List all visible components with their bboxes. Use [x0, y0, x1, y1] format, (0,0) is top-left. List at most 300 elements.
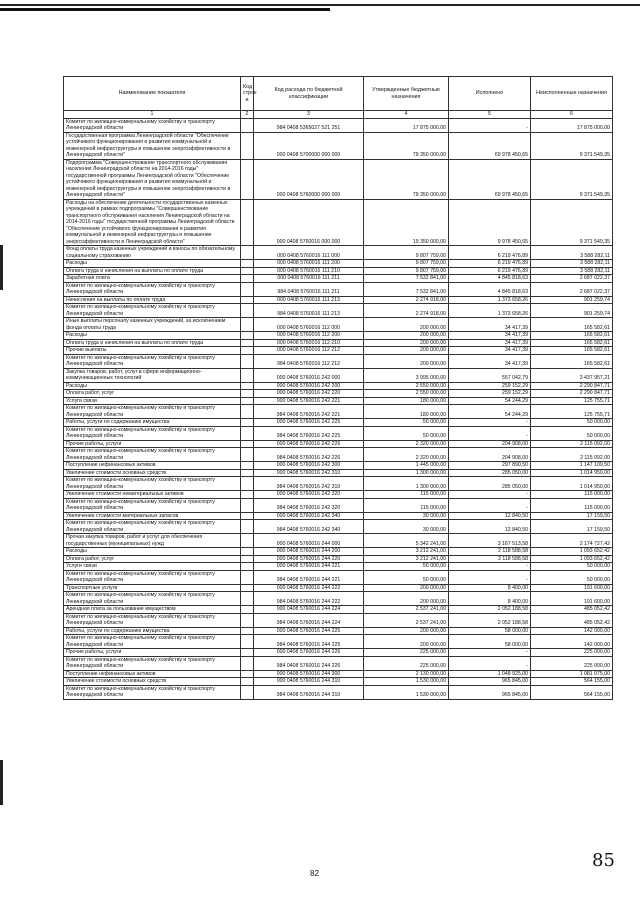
row-budget-code: 984 0408 5760016 244 310 [254, 685, 364, 699]
row-name: Комитет по жилищно-коммунальному хозяйству и транспорту Ленинградской области [64, 592, 241, 606]
row-name: Комитет по жилищно-коммунальному хозяйству и транспорту Ленинградской области [64, 613, 241, 627]
row-approved: 3 995 000,00 [364, 368, 449, 382]
row-name: Комитет по жилищно-коммунальному хозяйству и транспорту Ленинградской области [64, 570, 241, 584]
row-executed: 2 118 588,58 [449, 555, 531, 563]
row-approved: 115 000,00 [364, 491, 449, 499]
row-approved: 9 807 759,00 [364, 246, 449, 260]
table-row [64, 656, 613, 670]
row-budget-code: 984 0408 5365027 521 251 [254, 118, 364, 132]
row-name: Государственная программа Ленинградской области "Обеспечение устойчивого функционирования и развития коммунальной и инженерной инфраструктуры и повышение энергоэффективности в Ленинградской области" [64, 132, 241, 159]
row-unexecuted: 9 371 549,35 [531, 159, 613, 199]
row-budget-code: 000 0408 5700000 000 000 [254, 132, 364, 159]
row-unexecuted: 2 687 022,37 [531, 275, 613, 283]
table-row [64, 159, 613, 199]
table-row [64, 469, 613, 477]
row-approved: 50 000,00 [364, 426, 449, 440]
table-row [64, 282, 613, 296]
budget-execution-table [63, 76, 613, 700]
row-budget-code: 000 0408 5760016 242 225 [254, 419, 364, 427]
row-budget-code: 984 0408 5760016 244 221 [254, 570, 364, 584]
row-approved: 5 342 241,00 [364, 534, 449, 548]
row-approved: 1 530 000,00 [364, 685, 449, 699]
row-name: Комитет по жилищно-коммунальному хозяйству и транспорту Ленинградской области [64, 354, 241, 368]
row-line-code [241, 592, 254, 606]
row-executed: - [449, 570, 531, 584]
row-executed: 12 840,50 [449, 512, 531, 520]
row-budget-code: 000 0408 5760016 242 340 [254, 512, 364, 520]
row-line-code [241, 649, 254, 657]
row-approved: 79 350 000,00 [364, 132, 449, 159]
header-approved: Утвержденные бюджетные назначения [364, 77, 449, 111]
row-name: Увеличение стоимости материальных запасов [64, 512, 241, 520]
row-approved: 225 000,00 [364, 649, 449, 657]
row-unexecuted: 50 000,00 [531, 426, 613, 440]
row-unexecuted: 142 000,00 [531, 635, 613, 649]
row-unexecuted: 1 093 652,42 [531, 555, 613, 563]
row-name: Расходы [64, 382, 241, 390]
row-budget-code: 984 0408 5760016 242 310 [254, 477, 364, 491]
row-approved: 30 000,00 [364, 512, 449, 520]
row-executed: 34 417,39 [449, 347, 531, 355]
row-approved: 200 000,00 [364, 627, 449, 635]
row-line-code [241, 670, 254, 678]
table-row [64, 397, 613, 405]
row-approved: 2 320 000,00 [364, 440, 449, 448]
row-budget-code: 000 0408 5760016 111 200 [254, 260, 364, 268]
row-approved: 200 000,00 [364, 318, 449, 332]
row-budget-code: 000 0408 5760016 244 200 [254, 548, 364, 556]
row-line-code [241, 339, 254, 347]
row-line-code [241, 462, 254, 470]
row-line-code [241, 469, 254, 477]
row-executed: 965 845,00 [449, 678, 531, 686]
row-line-code [241, 354, 254, 368]
row-unexecuted: 9 371 549,35 [531, 199, 613, 246]
row-executed: 2 052 188,58 [449, 606, 531, 614]
row-name: Прочие работы, услуги [64, 649, 241, 657]
row-unexecuted: 115 000,00 [531, 491, 613, 499]
row-line-code [241, 282, 254, 296]
row-budget-code: 000 0408 5760016 111 000 [254, 246, 364, 260]
row-budget-code: 984 0408 5760016 244 226 [254, 656, 364, 670]
left-edge-mark [0, 245, 3, 290]
row-line-code [241, 520, 254, 534]
row-executed: 259 152,29 [449, 382, 531, 390]
table-row [64, 613, 613, 627]
row-line-code [241, 635, 254, 649]
row-budget-code: 000 0408 5760016 000 000 [254, 199, 364, 246]
table-row [64, 491, 613, 499]
page-number: 82 [310, 869, 319, 878]
row-name: Расходы [64, 260, 241, 268]
row-executed: - [449, 563, 531, 571]
row-executed: - [449, 498, 531, 512]
row-line-code [241, 304, 254, 318]
row-executed: 2 118 588,58 [449, 548, 531, 556]
table-row [64, 332, 613, 340]
table-row [64, 563, 613, 571]
table-row [64, 419, 613, 427]
row-name: Расходы [64, 332, 241, 340]
row-executed: 6 219 476,89 [449, 246, 531, 260]
row-executed: - [449, 656, 531, 670]
row-approved: 200 000,00 [364, 332, 449, 340]
table-row [64, 520, 613, 534]
row-approved: 2 274 918,00 [364, 296, 449, 304]
row-name: Оплата работ, услуг [64, 390, 241, 398]
row-unexecuted: 17 159,50 [531, 512, 613, 520]
row-line-code [241, 685, 254, 699]
table-row [64, 592, 613, 606]
row-approved: 180 000,00 [364, 405, 449, 419]
row-approved: 200 000,00 [364, 347, 449, 355]
row-approved: 1 530 000,00 [364, 678, 449, 686]
row-executed: 6 219 476,89 [449, 267, 531, 275]
row-line-code [241, 405, 254, 419]
row-approved: 2 550 000,00 [364, 382, 449, 390]
table-row [64, 199, 613, 246]
table-row [64, 448, 613, 462]
row-executed: 557 042,79 [449, 368, 531, 382]
row-unexecuted: 50 000,00 [531, 570, 613, 584]
col-number: 1 [64, 111, 241, 119]
row-budget-code: 000 0408 5760016 244 300 [254, 670, 364, 678]
row-unexecuted: 2 687 022,37 [531, 282, 613, 296]
row-line-code [241, 368, 254, 382]
table-row [64, 267, 613, 275]
table-row [64, 606, 613, 614]
table-body [64, 118, 613, 699]
table-row [64, 118, 613, 132]
row-unexecuted: 165 582,61 [531, 339, 613, 347]
row-executed: 8 400,00 [449, 592, 531, 606]
row-executed: - [449, 649, 531, 657]
row-approved: 7 532 841,00 [364, 275, 449, 283]
row-executed: - [449, 491, 531, 499]
row-approved: 115 000,00 [364, 498, 449, 512]
row-unexecuted: 1 147 109,50 [531, 462, 613, 470]
row-unexecuted: 2 115 092,00 [531, 448, 613, 462]
row-budget-code: 000 0408 5760016 242 000 [254, 368, 364, 382]
row-name: Заработная плата [64, 275, 241, 283]
row-unexecuted: 2 174 727,42 [531, 534, 613, 548]
row-executed: 58 000,00 [449, 635, 531, 649]
row-unexecuted: 50 000,00 [531, 563, 613, 571]
row-executed: 58 000,00 [449, 627, 531, 635]
row-budget-code: 984 0408 5760016 242 320 [254, 498, 364, 512]
table-row [64, 347, 613, 355]
row-executed: 54 244,29 [449, 397, 531, 405]
row-unexecuted: 17 875 000,00 [531, 118, 613, 132]
row-executed: 4 845 818,63 [449, 275, 531, 283]
row-line-code [241, 627, 254, 635]
row-unexecuted: 485 052,42 [531, 613, 613, 627]
row-line-code [241, 419, 254, 427]
table-row [64, 649, 613, 657]
row-line-code [241, 132, 254, 159]
row-approved: 200 000,00 [364, 584, 449, 592]
row-executed: 69 978 450,65 [449, 132, 531, 159]
row-budget-code: 000 0408 5760016 242 310 [254, 469, 364, 477]
col-number: 4 [364, 111, 449, 119]
row-line-code [241, 491, 254, 499]
row-executed: 69 978 450,65 [449, 159, 531, 199]
row-budget-code: 984 0408 5760016 112 212 [254, 354, 364, 368]
row-executed: 1 048 925,00 [449, 670, 531, 678]
row-name: Комитет по жилищно-коммунальному хозяйству и транспорту Ленинградской области [64, 656, 241, 670]
table-row [64, 405, 613, 419]
row-approved: 2 537 241,00 [364, 606, 449, 614]
row-unexecuted: 125 755,71 [531, 405, 613, 419]
row-name: Фонд оплаты труда казенных учреждений и взносы по обязательному социальному страхованию [64, 246, 241, 260]
table-row [64, 627, 613, 635]
row-unexecuted: 1 014 950,00 [531, 469, 613, 477]
row-line-code [241, 563, 254, 571]
row-unexecuted: 165 582,61 [531, 332, 613, 340]
row-approved: 50 000,00 [364, 419, 449, 427]
row-budget-code: 984 0408 5760016 242 221 [254, 405, 364, 419]
row-approved: 3 212 241,00 [364, 548, 449, 556]
row-approved: 2 274 918,00 [364, 304, 449, 318]
row-approved: 2 130 000,00 [364, 670, 449, 678]
row-name: Оплата работ, услуг [64, 555, 241, 563]
row-name: Комитет по жилищно-коммунальному хозяйству и транспорту Ленинградской области [64, 685, 241, 699]
table-row [64, 570, 613, 584]
row-line-code [241, 584, 254, 592]
row-name: Комитет по жилищно-коммунальному хозяйству и транспорту Ленинградской области [64, 635, 241, 649]
row-name: Комитет по жилищно-коммунальному хозяйству и транспорту Ленинградской области [64, 282, 241, 296]
row-unexecuted: 901 259,74 [531, 296, 613, 304]
row-line-code [241, 656, 254, 670]
row-line-code [241, 397, 254, 405]
row-name: Комитет по жилищно-коммунальному хозяйству и транспорту Ленинградской области [64, 118, 241, 132]
row-name: Прочие выплаты [64, 347, 241, 355]
row-budget-code: 000 0408 5760016 242 300 [254, 462, 364, 470]
row-approved: 2 320 000,00 [364, 448, 449, 462]
col-number: 3 [254, 111, 364, 119]
table-row [64, 635, 613, 649]
table-row [64, 440, 613, 448]
row-budget-code: 000 0408 5760016 242 221 [254, 397, 364, 405]
top-edge-marks [0, 0, 640, 14]
row-executed: 1 373 658,26 [449, 296, 531, 304]
row-unexecuted: 165 582,61 [531, 347, 613, 355]
row-line-code [241, 512, 254, 520]
row-name: Прочие работы, услуги [64, 440, 241, 448]
header-name: Наименование показателя [64, 77, 241, 111]
row-line-code [241, 159, 254, 199]
row-executed: 204 908,00 [449, 448, 531, 462]
row-name: Услуги связи [64, 563, 241, 571]
row-line-code [241, 570, 254, 584]
row-unexecuted: 165 582,61 [531, 354, 613, 368]
table-row [64, 477, 613, 491]
table-row [64, 584, 613, 592]
row-approved: 79 350 000,00 [364, 159, 449, 199]
row-line-code [241, 498, 254, 512]
row-unexecuted: 3 588 282,11 [531, 246, 613, 260]
row-budget-code: 000 0408 5760016 112 000 [254, 318, 364, 332]
row-name: Оплата труда и начисления на выплаты по оплате труда [64, 339, 241, 347]
row-line-code [241, 448, 254, 462]
row-name: Оплата труда и начисления на выплаты по оплате труда [64, 267, 241, 275]
row-name: Комитет по жилищно-коммунальному хозяйству и транспорту Ленинградской области [64, 448, 241, 462]
row-name: Комитет по жилищно-коммунальному хозяйству и транспорту Ленинградской области [64, 304, 241, 318]
row-budget-code: 000 0408 5760016 244 000 [254, 534, 364, 548]
table-row [64, 132, 613, 159]
row-name: Расходы на обеспечение деятельности государственных казенных учреждений в рамках подпрограммы "Совершенствование транспортного обслуживания населения Ленинградской области на 2014-2016 годы" государственной программы Ленинградской области "Обеспечение устойчивого функционирования и развития коммунальной и инженерной инфраструктуры и повышение энергоэффективности в Ленинградской области" [64, 199, 241, 246]
table-row [64, 498, 613, 512]
row-executed: 4 845 818,63 [449, 282, 531, 296]
row-name: Работы, услуги по содержанию имущества [64, 627, 241, 635]
row-unexecuted: 142 000,00 [531, 627, 613, 635]
header-unexecuted: Неисполненные назначения [531, 77, 613, 111]
row-executed: 259 152,29 [449, 390, 531, 398]
row-name: Увеличение стоимости основных средств [64, 469, 241, 477]
row-budget-code: 984 0408 5760016 242 226 [254, 448, 364, 462]
table-row [64, 296, 613, 304]
table-row [64, 534, 613, 548]
table-row [64, 246, 613, 260]
row-unexecuted: 1 093 652,42 [531, 548, 613, 556]
row-budget-code: 000 0408 5760016 244 310 [254, 678, 364, 686]
row-line-code [241, 426, 254, 440]
col-number: 6 [531, 111, 613, 119]
row-unexecuted: 3 437 957,21 [531, 368, 613, 382]
header-executed: Исполнено [449, 77, 531, 111]
row-unexecuted: 17 159,50 [531, 520, 613, 534]
table-row [64, 555, 613, 563]
row-unexecuted: 191 600,00 [531, 584, 613, 592]
col-number: 5 [449, 111, 531, 119]
row-name: Работы, услуги по содержанию имущества [64, 419, 241, 427]
row-unexecuted: 225 000,00 [531, 649, 613, 657]
row-unexecuted: 1 081 075,00 [531, 670, 613, 678]
row-approved: 19 350 000,00 [364, 199, 449, 246]
row-approved: 1 445 000,00 [364, 462, 449, 470]
row-budget-code: 984 0408 5760016 244 225 [254, 635, 364, 649]
table-row [64, 339, 613, 347]
row-line-code [241, 477, 254, 491]
row-line-code [241, 246, 254, 260]
row-unexecuted: 191 600,00 [531, 592, 613, 606]
row-name: Комитет по жилищно-коммунальному хозяйству и транспорту Ленинградской области [64, 498, 241, 512]
row-name: Услуги связи [64, 397, 241, 405]
col-number: 2 [241, 111, 254, 119]
row-budget-code: 000 0408 5760016 244 226 [254, 649, 364, 657]
row-line-code [241, 347, 254, 355]
row-budget-code: 000 0408 5760016 242 226 [254, 440, 364, 448]
table-row [64, 462, 613, 470]
row-executed: 3 167 513,58 [449, 534, 531, 548]
row-name: Начисления на выплаты по оплате труда [64, 296, 241, 304]
row-budget-code: 984 0408 5760016 244 222 [254, 592, 364, 606]
row-line-code [241, 606, 254, 614]
row-line-code [241, 613, 254, 627]
row-approved: 200 000,00 [364, 592, 449, 606]
row-budget-code: 000 0408 5760000 000 000 [254, 159, 364, 199]
row-budget-code: 000 0408 5760016 244 225 [254, 627, 364, 635]
row-name: Комитет по жилищно-коммунальному хозяйству и транспорту Ленинградской области [64, 520, 241, 534]
row-name: Увеличение стоимости основных средств [64, 678, 241, 686]
table-row [64, 390, 613, 398]
header-budget-code: Код расхода по бюджетной классификации [254, 77, 364, 111]
table-row [64, 426, 613, 440]
row-unexecuted: 1 014 950,00 [531, 477, 613, 491]
row-budget-code: 000 0408 5760016 112 200 [254, 332, 364, 340]
row-unexecuted: 115 000,00 [531, 498, 613, 512]
table-row [64, 275, 613, 283]
row-name: Иные выплаты персоналу казенных учреждений, за исключением фонда оплаты труда [64, 318, 241, 332]
row-unexecuted: 9 371 549,35 [531, 132, 613, 159]
row-line-code [241, 678, 254, 686]
row-executed: 34 417,39 [449, 332, 531, 340]
row-name: Комитет по жилищно-коммунальному хозяйству и транспорту Ленинградской области [64, 477, 241, 491]
row-unexecuted: 2 290 847,71 [531, 382, 613, 390]
row-name: Комитет по жилищно-коммунальному хозяйству и транспорту Ленинградской области [64, 426, 241, 440]
row-budget-code: 000 0408 5760016 242 220 [254, 390, 364, 398]
row-line-code [241, 548, 254, 556]
row-line-code [241, 199, 254, 246]
row-executed: 9 978 450,65 [449, 199, 531, 246]
row-executed: 34 417,39 [449, 354, 531, 368]
row-approved: 50 000,00 [364, 563, 449, 571]
row-approved: 225 000,00 [364, 656, 449, 670]
table-row [64, 304, 613, 318]
row-approved: 200 000,00 [364, 339, 449, 347]
row-unexecuted: 485 052,42 [531, 606, 613, 614]
row-name: Расходы [64, 548, 241, 556]
row-executed: 6 219 476,89 [449, 260, 531, 268]
row-unexecuted: 125 755,71 [531, 397, 613, 405]
row-name: Комитет по жилищно-коммунальному хозяйству и транспорту Ленинградской области [64, 405, 241, 419]
row-approved: 180 000,00 [364, 397, 449, 405]
table-row [64, 368, 613, 382]
row-line-code [241, 118, 254, 132]
table-header-row [64, 77, 613, 111]
row-executed: - [449, 419, 531, 427]
row-approved: 9 807 759,00 [364, 267, 449, 275]
row-line-code [241, 555, 254, 563]
row-budget-code: 000 0408 5760016 112 210 [254, 339, 364, 347]
table-row [64, 318, 613, 332]
row-name: Поступление нефинансовых активов [64, 670, 241, 678]
row-line-code [241, 267, 254, 275]
row-line-code [241, 440, 254, 448]
row-executed: 12 840,50 [449, 520, 531, 534]
row-budget-code: 984 0408 5760016 111 211 [254, 282, 364, 296]
row-approved: 30 000,00 [364, 520, 449, 534]
left-edge-mark-lower [0, 760, 3, 805]
row-executed: 34 417,39 [449, 318, 531, 332]
row-budget-code: 000 0408 5760016 111 213 [254, 296, 364, 304]
row-unexecuted: 2 115 092,00 [531, 440, 613, 448]
row-executed: 297 890,50 [449, 462, 531, 470]
row-executed: 2 052 188,58 [449, 613, 531, 627]
header-row-code: Код строк и [241, 77, 254, 111]
row-executed: 54 244,29 [449, 405, 531, 419]
row-approved: 2 550 000,00 [364, 390, 449, 398]
row-name: Поступление нефинансовых активов [64, 462, 241, 470]
table-row [64, 382, 613, 390]
row-budget-code: 000 0408 5760016 244 221 [254, 563, 364, 571]
row-executed: 1 373 658,26 [449, 304, 531, 318]
row-name: Подпрограмма "Совершенствование транспортного обслуживания населения Ленинградской области на 2014-2016 годы" государственной программы Ленинградской области "Обеспечение устойчивого функционирования и развития коммунальной и инженерной инфраструктуры и повышение энергоэффективности в Ленинградской области" [64, 159, 241, 199]
row-line-code [241, 318, 254, 332]
row-line-code [241, 275, 254, 283]
row-budget-code: 984 0408 5760016 244 224 [254, 613, 364, 627]
row-line-code [241, 390, 254, 398]
